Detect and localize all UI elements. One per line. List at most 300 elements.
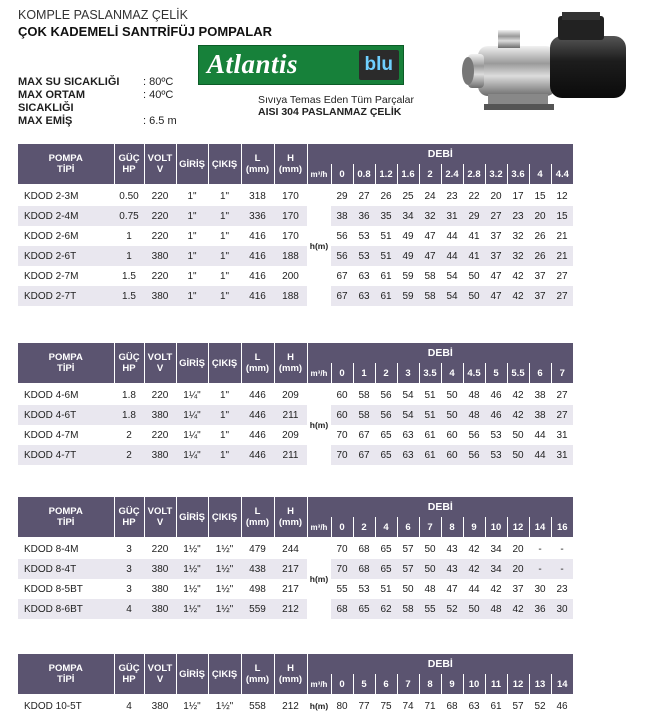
head-value: 60 xyxy=(331,385,353,405)
head-value: 67 xyxy=(353,425,375,445)
head-value: 56 xyxy=(331,246,353,266)
cell-out: 1" xyxy=(208,445,241,465)
cell-in: 1½" xyxy=(176,696,208,716)
spec-value: : 6.5 m xyxy=(143,115,177,127)
head-value: 36 xyxy=(529,599,551,619)
head-value: 54 xyxy=(397,385,419,405)
head-value: 70 xyxy=(331,539,353,559)
head-value: 65 xyxy=(375,425,397,445)
cell-volt: 380 xyxy=(144,246,176,266)
material-note-line: Sıvıya Temas Eden Tüm Parçalar xyxy=(258,94,415,106)
flow-value: 7 xyxy=(551,363,573,383)
flow-unit: m³/h xyxy=(307,517,331,537)
head-value: 59 xyxy=(397,286,419,306)
col-unit: (mm) xyxy=(245,164,270,175)
cell-out: 1" xyxy=(208,206,241,226)
cell-volt: 220 xyxy=(144,425,176,445)
head-value: 27 xyxy=(353,186,375,206)
head-value: 51 xyxy=(375,246,397,266)
head-value: 63 xyxy=(397,425,419,445)
head-value: 59 xyxy=(397,266,419,286)
page-title: ÇOK KADEMELİ SANTRİFÜJ POMPALAR xyxy=(18,24,272,39)
cell-volt: 380 xyxy=(144,559,176,579)
cell-l: 318 xyxy=(241,186,274,206)
cell-l: 558 xyxy=(241,696,274,716)
head-value: 35 xyxy=(375,206,397,226)
cell-volt: 380 xyxy=(144,405,176,425)
flow-value: 3.5 xyxy=(419,363,441,383)
head-value: - xyxy=(529,559,551,579)
head-value: 44 xyxy=(441,226,463,246)
head-unit: h(m) xyxy=(307,385,331,465)
col-label: VOLT xyxy=(147,352,173,363)
head-value: 52 xyxy=(441,599,463,619)
head-value: 61 xyxy=(419,425,441,445)
col-label: GÜÇ xyxy=(118,153,140,164)
col-pompa-tipi xyxy=(18,144,114,184)
cell-h: 209 xyxy=(274,385,307,405)
head-value: 23 xyxy=(551,579,573,599)
col-label: TİPİ xyxy=(57,517,75,528)
head-value: 55 xyxy=(331,579,353,599)
cell-h: 211 xyxy=(274,445,307,465)
col-label: H xyxy=(287,352,294,363)
col-label: TİPİ xyxy=(57,363,75,374)
head-value: 48 xyxy=(463,405,485,425)
cell-in: 1¼" xyxy=(176,425,208,445)
head-value: 50 xyxy=(441,385,463,405)
table-row xyxy=(18,226,595,246)
col-unit: (mm) xyxy=(278,164,303,175)
head-value: 58 xyxy=(419,266,441,286)
subtitle: KOMPLE PASLANMAZ ÇELİK xyxy=(18,8,188,22)
cell-hp: 2 xyxy=(114,445,144,465)
head-value: 32 xyxy=(507,246,529,266)
head-value: 50 xyxy=(507,425,529,445)
head-value: 34 xyxy=(485,559,507,579)
table-row xyxy=(18,385,595,405)
cell-hp: 3 xyxy=(114,559,144,579)
flow-value: 4 xyxy=(529,164,551,184)
cell-in: 1" xyxy=(176,206,208,226)
cell-volt: 220 xyxy=(144,266,176,286)
cell-hp: 0.75 xyxy=(114,206,144,226)
flow-value: 7 xyxy=(397,674,419,694)
flow-value: 9 xyxy=(463,517,485,537)
head-value: 68 xyxy=(331,599,353,619)
cell-hp: 3 xyxy=(114,539,144,559)
head-value: 61 xyxy=(485,696,507,716)
table-row xyxy=(18,246,595,266)
cell-out: 1½" xyxy=(208,579,241,599)
flow-value: 12 xyxy=(507,674,529,694)
cell-l: 416 xyxy=(241,246,274,266)
head-value: 63 xyxy=(397,445,419,465)
cell-l: 498 xyxy=(241,579,274,599)
flow-value: 12 xyxy=(507,517,529,537)
logo-badge: blu xyxy=(359,50,400,80)
head-value: 50 xyxy=(397,579,419,599)
head-value: 36 xyxy=(353,206,375,226)
head-value: 12 xyxy=(551,186,573,206)
flow-value: 9 xyxy=(441,674,463,694)
col-label: GÜÇ xyxy=(118,663,140,674)
cell-hp: 1 xyxy=(114,246,144,266)
head-value: 57 xyxy=(507,696,529,716)
head-value: 20 xyxy=(485,186,507,206)
flow-value: 16 xyxy=(551,517,573,537)
head-value: 46 xyxy=(551,696,573,716)
col-guc xyxy=(114,497,144,537)
head-value: 15 xyxy=(529,186,551,206)
flow-value: 10 xyxy=(463,674,485,694)
cell-hp: 1.8 xyxy=(114,385,144,405)
col-label: L xyxy=(254,153,261,164)
pump-type: KDOD 2-6T xyxy=(18,246,114,266)
head-value: 37 xyxy=(529,286,551,306)
pump-type: KDOD 2-7M xyxy=(18,266,114,286)
pump-type: KDOD 4-7T xyxy=(18,445,114,465)
col-giris: GİRİŞ xyxy=(176,144,208,184)
head-value: 34 xyxy=(397,206,419,226)
col-label: VOLT xyxy=(147,506,173,517)
cell-h: 170 xyxy=(274,226,307,246)
col-pompa-tipi xyxy=(18,343,114,383)
head-value: 29 xyxy=(331,186,353,206)
head-value: 30 xyxy=(529,579,551,599)
cell-l: 416 xyxy=(241,226,274,246)
flow-value: 5 xyxy=(353,674,375,694)
head-value: 29 xyxy=(463,206,485,226)
head-value: 50 xyxy=(463,599,485,619)
head-value: 63 xyxy=(353,286,375,306)
pump-type: KDOD 2-3M xyxy=(18,186,114,206)
head-value: 50 xyxy=(463,286,485,306)
cell-h: 209 xyxy=(274,425,307,445)
head-value: 17 xyxy=(507,186,529,206)
head-value: 50 xyxy=(419,559,441,579)
pump-table xyxy=(18,144,595,306)
cell-hp: 3 xyxy=(114,579,144,599)
head-value: - xyxy=(551,559,573,579)
col-label: POMPA xyxy=(48,506,83,517)
head-value: 43 xyxy=(441,539,463,559)
head-value: 68 xyxy=(441,696,463,716)
head-value: 49 xyxy=(397,226,419,246)
head-value: 61 xyxy=(419,445,441,465)
spec-row xyxy=(18,115,177,128)
head-value: 57 xyxy=(397,559,419,579)
col-pompa-tipi xyxy=(18,497,114,537)
head-value: 51 xyxy=(419,405,441,425)
head-value: 25 xyxy=(397,186,419,206)
flow-value: 8 xyxy=(441,517,463,537)
table-row xyxy=(18,559,595,579)
table-row xyxy=(18,599,595,619)
col-label: POMPA xyxy=(48,663,83,674)
col-label: VOLT xyxy=(147,153,173,164)
spec-key: MAX ORTAM SICAKLIĞI xyxy=(18,89,86,114)
col-l xyxy=(241,144,274,184)
col-unit: (mm) xyxy=(278,674,303,685)
head-unit: h(m) xyxy=(307,186,331,306)
head-value: 48 xyxy=(419,579,441,599)
col-label: GÜÇ xyxy=(118,352,140,363)
cell-hp: 1.5 xyxy=(114,266,144,286)
head-value: 26 xyxy=(375,186,397,206)
flow-unit: m³/h xyxy=(307,363,331,383)
head-value: 43 xyxy=(441,559,463,579)
spec-row xyxy=(18,76,177,89)
flow-value: 0 xyxy=(331,363,353,383)
cell-volt: 380 xyxy=(144,579,176,599)
cell-h: 188 xyxy=(274,246,307,266)
cell-volt: 380 xyxy=(144,599,176,619)
col-unit: V xyxy=(156,517,164,528)
head-value: 26 xyxy=(529,226,551,246)
table-row xyxy=(18,266,595,286)
flow-value: 2 xyxy=(375,363,397,383)
col-label: L xyxy=(254,663,261,674)
cell-volt: 220 xyxy=(144,539,176,559)
cell-volt: 380 xyxy=(144,696,176,716)
brand-logo xyxy=(198,45,404,85)
table-row xyxy=(18,696,595,716)
head-value: 31 xyxy=(441,206,463,226)
col-debi: DEBİ xyxy=(307,654,573,674)
col-volt xyxy=(144,343,176,383)
cell-in: 1½" xyxy=(176,539,208,559)
flow-value: 2 xyxy=(419,164,441,184)
cell-out: 1" xyxy=(208,286,241,306)
head-value: 65 xyxy=(353,599,375,619)
head-value: 70 xyxy=(331,559,353,579)
flow-value: 4.4 xyxy=(551,164,573,184)
head-value: 22 xyxy=(463,186,485,206)
cell-l: 416 xyxy=(241,286,274,306)
logo-word: Atlantis xyxy=(207,49,299,79)
head-value: 50 xyxy=(419,539,441,559)
head-value: 63 xyxy=(353,266,375,286)
head-value: 44 xyxy=(529,445,551,465)
cell-l: 559 xyxy=(241,599,274,619)
cell-h: 217 xyxy=(274,579,307,599)
head-value: 15 xyxy=(551,206,573,226)
col-h xyxy=(274,654,307,694)
head-value: 31 xyxy=(551,445,573,465)
material-note-bold: AISI 304 PASLANMAZ ÇELİK xyxy=(258,106,402,118)
col-debi: DEBİ xyxy=(307,497,573,517)
spec-row xyxy=(18,89,177,115)
head-value: 37 xyxy=(529,266,551,286)
head-value: 70 xyxy=(331,425,353,445)
flow-value: 1.2 xyxy=(375,164,397,184)
flow-value: 8 xyxy=(419,674,441,694)
head-value: 23 xyxy=(507,206,529,226)
head-value: 46 xyxy=(485,385,507,405)
head-value: 58 xyxy=(419,286,441,306)
col-label: POMPA xyxy=(48,352,83,363)
head-value: 23 xyxy=(441,186,463,206)
head-value: 68 xyxy=(353,559,375,579)
cell-out: 1½" xyxy=(208,559,241,579)
head-value: 51 xyxy=(375,226,397,246)
head-value: 68 xyxy=(353,539,375,559)
pump-type: KDOD 8-4M xyxy=(18,539,114,559)
col-label: L xyxy=(254,506,261,517)
head-value: 50 xyxy=(441,405,463,425)
head-value: 47 xyxy=(419,226,441,246)
col-guc xyxy=(114,144,144,184)
head-value: 42 xyxy=(463,559,485,579)
pump-type: KDOD 8-6BT xyxy=(18,599,114,619)
cell-l: 446 xyxy=(241,385,274,405)
flow-value: 3 xyxy=(397,363,419,383)
head-value: 71 xyxy=(419,696,441,716)
pump-table xyxy=(18,497,595,619)
flow-value: 5 xyxy=(485,363,507,383)
flow-value: 2.8 xyxy=(463,164,485,184)
cell-in: 1" xyxy=(176,286,208,306)
col-unit: (mm) xyxy=(245,674,270,685)
head-value: 20 xyxy=(507,539,529,559)
spec-value: : 80ºC xyxy=(143,76,174,88)
cell-out: 1" xyxy=(208,405,241,425)
col-label: TİPİ xyxy=(57,674,75,685)
pump-type: KDOD 8-4T xyxy=(18,559,114,579)
head-value: 37 xyxy=(485,226,507,246)
cell-out: 1½" xyxy=(208,696,241,716)
pump-type: KDOD 4-6T xyxy=(18,405,114,425)
head-value: 47 xyxy=(485,266,507,286)
col-giris: GİRİŞ xyxy=(176,654,208,694)
cell-hp: 1.5 xyxy=(114,286,144,306)
head-value: 31 xyxy=(551,425,573,445)
cell-hp: 1.8 xyxy=(114,405,144,425)
col-guc xyxy=(114,654,144,694)
flow-value: 2 xyxy=(353,517,375,537)
col-label: POMPA xyxy=(48,153,83,164)
cell-in: 1¼" xyxy=(176,405,208,425)
head-value: 53 xyxy=(353,226,375,246)
table-row xyxy=(18,286,595,306)
head-unit: h(m) xyxy=(307,696,331,716)
head-value: 21 xyxy=(551,226,573,246)
head-value: 53 xyxy=(353,579,375,599)
flow-value: 7 xyxy=(419,517,441,537)
col-unit: (mm) xyxy=(278,363,303,374)
table-row xyxy=(18,425,595,445)
col-cikis: ÇIKIŞ xyxy=(208,343,241,383)
head-value: 50 xyxy=(507,445,529,465)
head-value: 55 xyxy=(419,599,441,619)
head-value: 53 xyxy=(485,445,507,465)
col-l xyxy=(241,654,274,694)
cell-in: 1" xyxy=(176,266,208,286)
head-value: 47 xyxy=(419,246,441,266)
flow-value: 6 xyxy=(529,363,551,383)
flow-value: 4 xyxy=(375,517,397,537)
col-unit: (mm) xyxy=(245,363,270,374)
head-value: 49 xyxy=(397,246,419,266)
cell-l: 446 xyxy=(241,405,274,425)
cell-in: 1½" xyxy=(176,559,208,579)
cell-in: 1½" xyxy=(176,579,208,599)
flow-value: 10 xyxy=(485,517,507,537)
head-value: 61 xyxy=(375,286,397,306)
col-pompa-tipi xyxy=(18,654,114,694)
cell-out: 1" xyxy=(208,385,241,405)
head-value: 51 xyxy=(375,579,397,599)
cell-out: 1½" xyxy=(208,539,241,559)
cell-h: 244 xyxy=(274,539,307,559)
head-value: 52 xyxy=(529,696,551,716)
col-label: VOLT xyxy=(147,663,173,674)
col-volt xyxy=(144,497,176,537)
cell-hp: 0.50 xyxy=(114,186,144,206)
pump-type: KDOD 8-5BT xyxy=(18,579,114,599)
cell-volt: 380 xyxy=(144,445,176,465)
pump-table xyxy=(18,343,595,465)
col-label: TİPİ xyxy=(57,164,75,175)
flow-value: 4.5 xyxy=(463,363,485,383)
head-value: 58 xyxy=(353,385,375,405)
head-value: 42 xyxy=(507,385,529,405)
head-value: 60 xyxy=(441,425,463,445)
table-row xyxy=(18,186,595,206)
head-value: 56 xyxy=(463,445,485,465)
head-value: 65 xyxy=(375,559,397,579)
flow-value: 1 xyxy=(353,363,375,383)
pump-type: KDOD 4-6M xyxy=(18,385,114,405)
flow-value: 6 xyxy=(375,674,397,694)
cell-volt: 380 xyxy=(144,286,176,306)
cell-volt: 220 xyxy=(144,226,176,246)
cell-h: 200 xyxy=(274,266,307,286)
flow-value: 14 xyxy=(551,674,573,694)
head-value: 27 xyxy=(551,286,573,306)
head-value: 54 xyxy=(397,405,419,425)
flow-value: 0 xyxy=(331,164,353,184)
spec-key: MAX SU SICAKLIĞI xyxy=(18,76,120,88)
pump-image xyxy=(458,8,636,126)
col-label: L xyxy=(254,352,261,363)
head-value: 56 xyxy=(375,385,397,405)
cell-l: 479 xyxy=(241,539,274,559)
cell-out: 1" xyxy=(208,246,241,266)
head-value: 65 xyxy=(375,539,397,559)
col-label: H xyxy=(287,153,294,164)
table-row xyxy=(18,206,595,226)
col-unit: (mm) xyxy=(278,517,303,528)
col-unit: HP xyxy=(122,674,136,685)
head-value: 37 xyxy=(507,579,529,599)
flow-value: 2.4 xyxy=(441,164,463,184)
head-value: 42 xyxy=(507,266,529,286)
flow-value: 0 xyxy=(331,674,353,694)
head-value: 60 xyxy=(331,405,353,425)
cell-h: 217 xyxy=(274,559,307,579)
head-value: 61 xyxy=(375,266,397,286)
head-value: 62 xyxy=(375,599,397,619)
head-value: 74 xyxy=(397,696,419,716)
cell-in: 1¼" xyxy=(176,385,208,405)
cell-h: 170 xyxy=(274,186,307,206)
cell-l: 446 xyxy=(241,425,274,445)
col-volt xyxy=(144,144,176,184)
head-value: 41 xyxy=(463,246,485,266)
cell-h: 170 xyxy=(274,206,307,226)
